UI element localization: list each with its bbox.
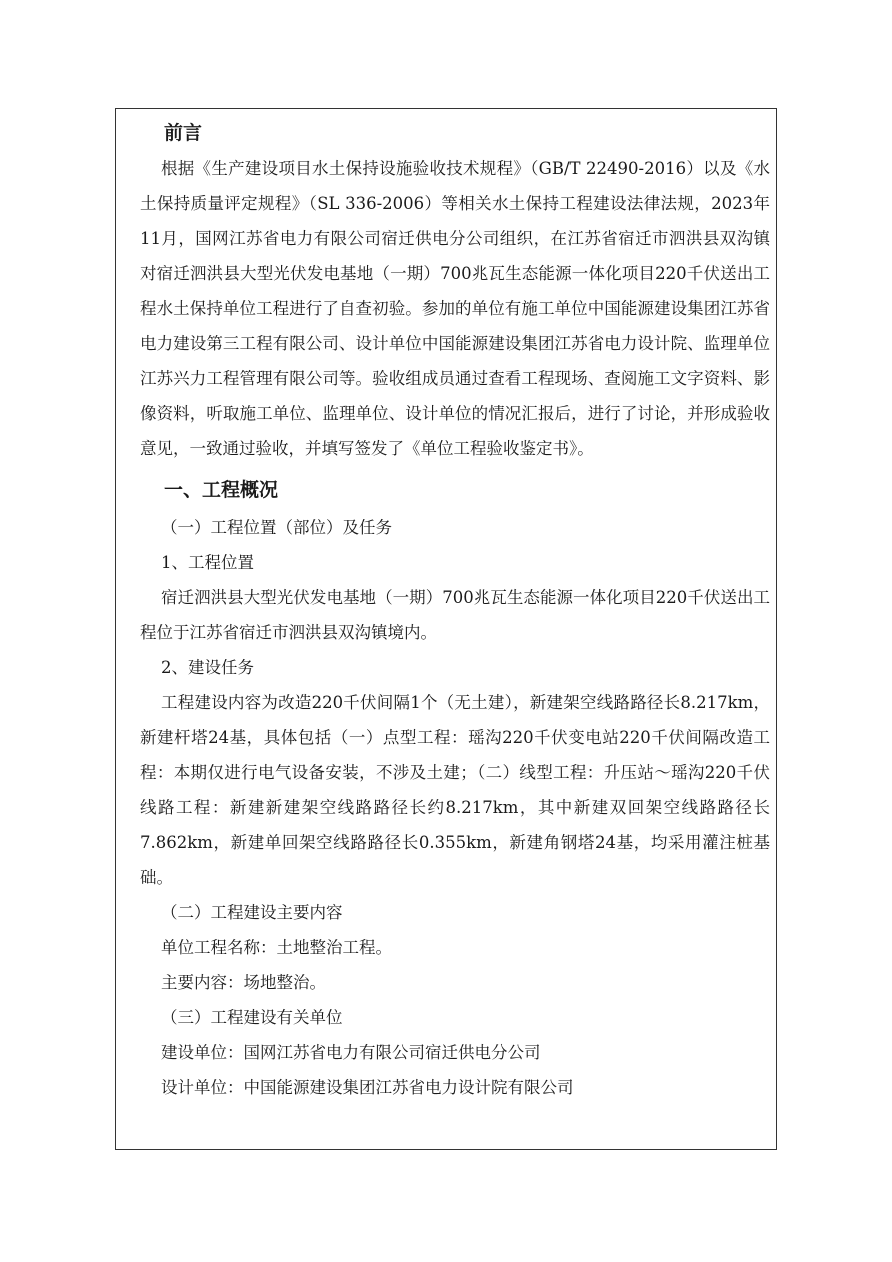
item-heading-tasks: 2、建设任务 (161, 658, 254, 677)
subsection-heading-location: （一）工程位置（部位）及任务 (161, 518, 392, 537)
preface-paragraph: 根据《生产建设项目水土保持设施验收技术规程》（GB/T 22490-2016）以及《水土保持质量评定规程》（SL 336-2006）等相关水土保持工程建设法律法规，2023年11月，国网江苏省电力有限公司宿迁供电分公司组织，在江苏省宿迁市泗洪县双沟镇对宿迁泗洪县大型光伏发电基地（一期）700兆瓦生态能源一体化项目220千伏送出工程水土保持单位工程进行了自查初验。参加的单位有施工单位中国能源建设集团江苏省电力建设第三工程有限公司、设计单位中国能源建设集团江苏省电力设计院、监理单位江苏兴力工程管理有限公司等。验收组成员通过查看工程现场、查阅施工文字资料、影像资料，听取施工单位、监理单位、设计单位的情况汇报后，进行了讨论，并形成验收意见，一致通过验收，并填写签发了《单位工程验收鉴定书》。 (140, 159, 770, 458)
designer-line: 设计单位：中国能源建设集团江苏省电力设计院有限公司 (161, 1078, 574, 1097)
subsection-heading-main-content: （二）工程建设主要内容 (161, 903, 343, 922)
main-content-line: 主要内容：场地整治。 (161, 973, 326, 992)
preface-heading: 前言 (164, 122, 203, 144)
item-heading-location: 1、工程位置 (161, 553, 254, 572)
builder-line: 建设单位：国网江苏省电力有限公司宿迁供电分公司 (161, 1043, 541, 1062)
subsection-heading-units: （三）工程建设有关单位 (161, 1008, 343, 1027)
location-paragraph: 宿迁泗洪县大型光伏发电基地（一期）700兆瓦生态能源一体化项目220千伏送出工程位于江苏省宿迁市泗洪县双沟镇境内。 (140, 588, 770, 642)
unit-project-name: 单位工程名称：土地整治工程。 (161, 938, 392, 957)
document-content (140, 116, 770, 1105)
tasks-paragraph: 工程建设内容为改造220千伏间隔1个（无土建），新建架空线路路径长8.217km，新建杆塔24基，具体包括（一）点型工程：瑶沟220千伏变电站220千伏间隔改造工程：本期仅进行电气设备安装，不涉及土建；（二）线型工程：升压站～瑶沟220千伏线路工程：新建新建架空线路路径长约8.217km，其中新建双回架空线路路径长7.862km，新建单回架空线路路径长0.355km，新建角钢塔24基，均采用灌注桩基础。 (140, 693, 770, 887)
section-heading-overview: 一、工程概况 (164, 479, 279, 501)
